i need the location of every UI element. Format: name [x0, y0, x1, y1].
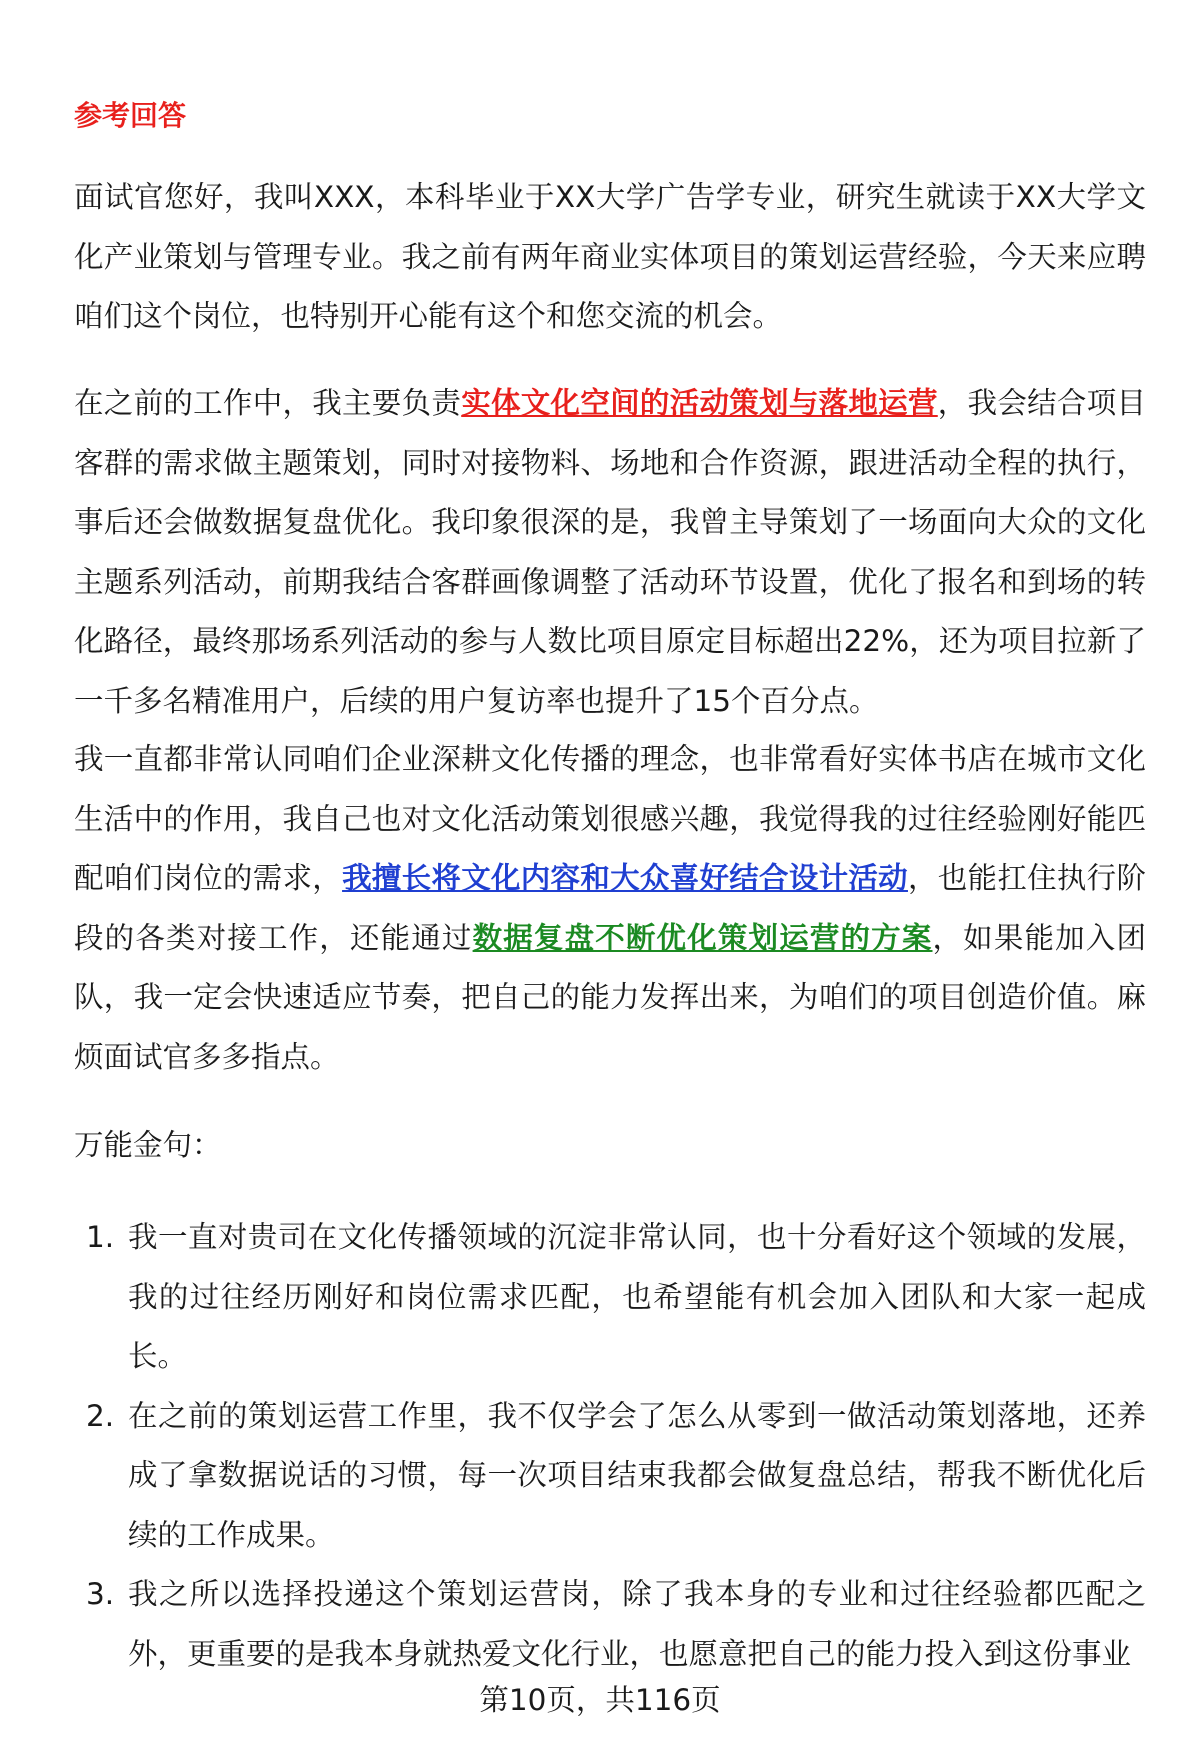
motivation-paragraph: [74, 730, 1146, 1087]
experience-text-after: ，我会结合项目客群的需求做主题策划，同时对接物料、场地和合作资源，跟进活动全程的执行，事后还会做数据复盘优化。我印象很深的是，我曾主导策划了一场面向大众的文化主题系列活动，前期我结合客群画像调整了活动环节设置，优化了报名和到场的转化路径，最终那场系列活动的参与人数比项目原定目标超出22%，还为项目拉新了一千多名精准用户，后续的用户复访率也提升了15个百分点。: [74, 386, 1146, 718]
list-item-number: 1.: [86, 1220, 115, 1254]
list-item: [74, 1565, 1146, 1684]
list-item: [74, 1208, 1146, 1387]
golden-sentences-label: 万能金句：: [74, 1128, 222, 1162]
motivation-text-part1: 我一直都非常认同咱们企业深耕文化传播的理念，也非常看好实体书店在城市文化生活中的作用，我自己也对文化活动策划很感兴趣，我觉得我的过往经验刚好能匹配咱们岗位的需求，: [74, 742, 1146, 895]
highlight-green-text: 数据复盘不断优化策划运营的方案: [472, 920, 933, 955]
motivation-text-part2: ，也能扛住执行阶段的各类对接工作，还能通过: [74, 861, 1146, 955]
experience-paragraph: [74, 374, 1146, 731]
golden-sentences-list: [74, 1208, 1146, 1684]
highlight-red-text: 实体文化空间的活动策划与落地运营: [461, 386, 938, 420]
list-item-number: 3.: [86, 1577, 115, 1611]
list-item-text: 我之所以选择投递这个策划运营岗，除了我本身的专业和过往经验都匹配之外，更重要的是我本身就热爱文化行业，也愿意把自己的能力投入到这份事业: [128, 1577, 1146, 1671]
page-number-footer: 第10页，共116页: [479, 1683, 721, 1717]
list-item-number: 2.: [86, 1398, 115, 1433]
intro-paragraph: 面试官您好，我叫XXX，本科毕业于XX大学广告学专业，研究生就读于XX大学文化产业策划与管理专业。我之前有两年商业实体项目的策划运营经验，今天来应聘咱们这个岗位，也特别开心能有这个和您交流的机会。: [74, 180, 1146, 333]
list-item-text: 我一直对贵司在文化传播领域的沉淀非常认同，也十分看好这个领域的发展，我的过往经历刚好和岗位需求匹配，也希望能有机会加入团队和大家一起成长。: [128, 1220, 1146, 1373]
experience-text-before: 在之前的工作中，我主要负责: [74, 386, 462, 420]
motivation-text-part3: ，如果能加入团队，我一定会快速适应节奏，把自己的能力发挥出来，为咱们的项目创造价值。麻烦面试官多多指点。: [74, 920, 1146, 1074]
list-item: [74, 1387, 1146, 1566]
section-heading: 参考回答: [74, 99, 187, 132]
highlight-blue-text: 我擅长将文化内容和大众喜好结合设计活动: [342, 861, 908, 895]
list-item-text: 在之前的策划运营工作里，我不仅学会了怎么从零到一做活动策划落地，还养成了拿数据说话的习惯，每一次项目结束我都会做复盘总结，帮我不断优化后续的工作成果。: [128, 1398, 1146, 1552]
